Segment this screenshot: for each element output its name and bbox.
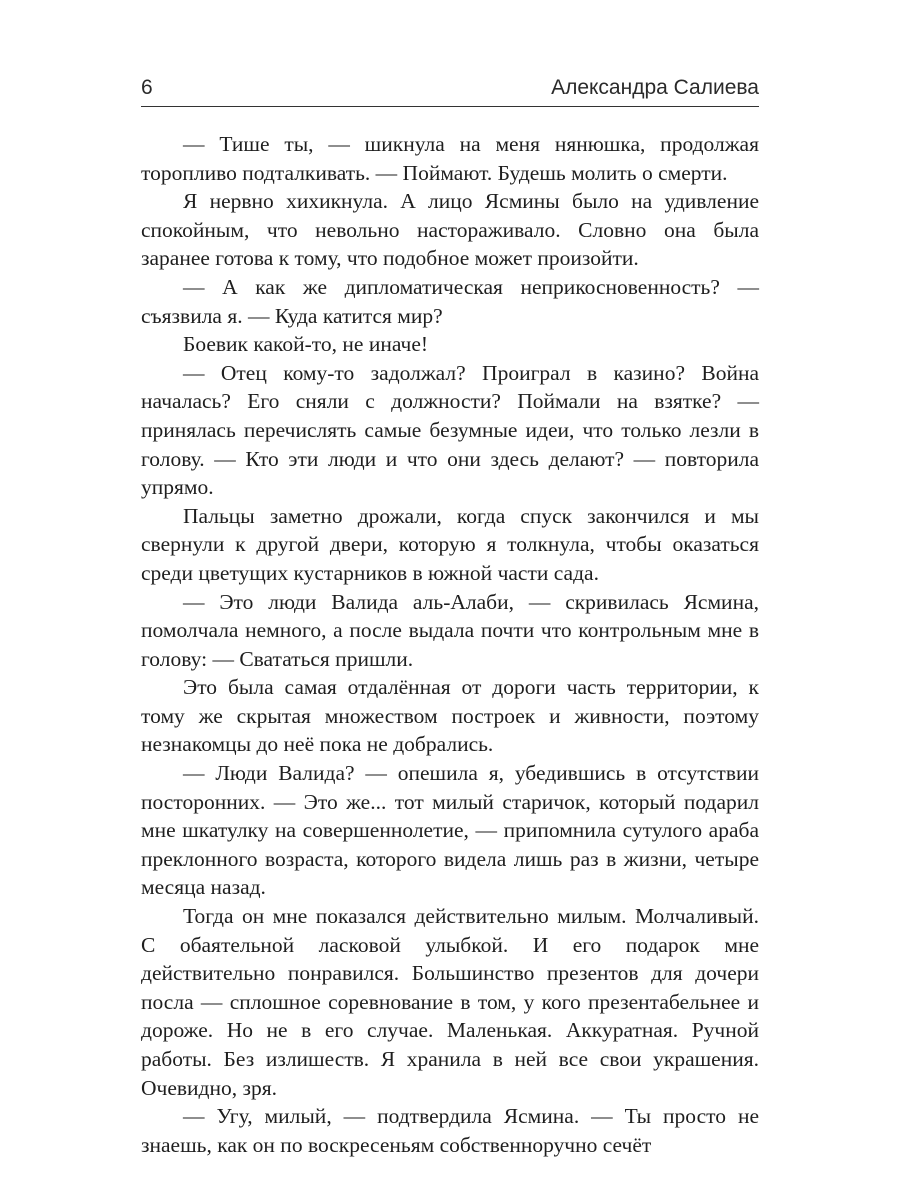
running-head <box>141 72 759 106</box>
paragraph: Пальцы заметно дрожали, когда спуск закончился и мы свернули к другой двери, которую я толкнула, чтобы оказаться среди цветущих кустарников в южной части сада. <box>141 503 759 585</box>
author-name: Александра Салиева <box>551 76 759 99</box>
body-text <box>141 130 759 1159</box>
paragraph: — Люди Валида? — опешила я, убедившись в отсутствии посторонних. — Это же... тот милый старичок, который подарил мне шкатулку на совершеннолетие, — припомнила сутулого араба преклонного возраста, которого видела лишь раз в жизни, четыре месяца назад. <box>141 761 759 900</box>
paragraph: — Угу, милый, — подтвердила Ясмина. — Ты просто не знаешь, как он по воскресеньям собственноручно сечёт <box>141 1104 759 1157</box>
paragraph: — А как же дипломатическая неприкосновенность? — съязвила я. — Куда катится мир? <box>141 274 759 328</box>
paragraph: Боевик какой-то, не иначе! <box>183 332 429 357</box>
paragraph: Тогда он мне показался действительно милым. Молчаливый. С обаятельной ласковой улыбкой. И его подарок мне действительно понравился. Большинство презентов для дочери посла — сплошное соревнование в том, у кого презентабельнее и дороже. Но не в его случае. Маленькая. Аккуратная. Ручной работы. Без излишеств. Я хранила в ней все свои украшения. Очевидно, зря. <box>141 904 759 1100</box>
header-divider <box>141 106 759 107</box>
paragraph: — Тише ты, — шикнула на меня нянюшка, продолжая торопливо подталкивать. — Поймают. Будешь молить о смерти. <box>141 132 759 185</box>
paragraph: Это была самая отдалённая от дороги часть территории, к тому же скрытая множеством построек и живности, поэтому незнакомцы до неё пока не добрались. <box>141 675 759 757</box>
paragraph: — Отец кому-то задолжал? Проиграл в казино? Война началась? Его сняли с должности? Поймали на взятке? — принялась перечислять самые безумные идеи, что только лезли в голову. — Кто эти люди и что они здесь делают? — повторила упрямо. <box>141 360 759 500</box>
paragraph: — Это люди Валида аль-Алаби, — скривилась Ясмина, помолчала немного, а после выдала почти что контрольным мне в голову: — Свататься пришли. <box>141 589 759 671</box>
paragraph: Я нервно хихикнула. А лицо Ясмины было на удивление спокойным, что невольно настораживало. Словно она была заранее готова к тому, что подобное может произойти. <box>141 189 759 271</box>
page-number: 6 <box>141 76 153 99</box>
